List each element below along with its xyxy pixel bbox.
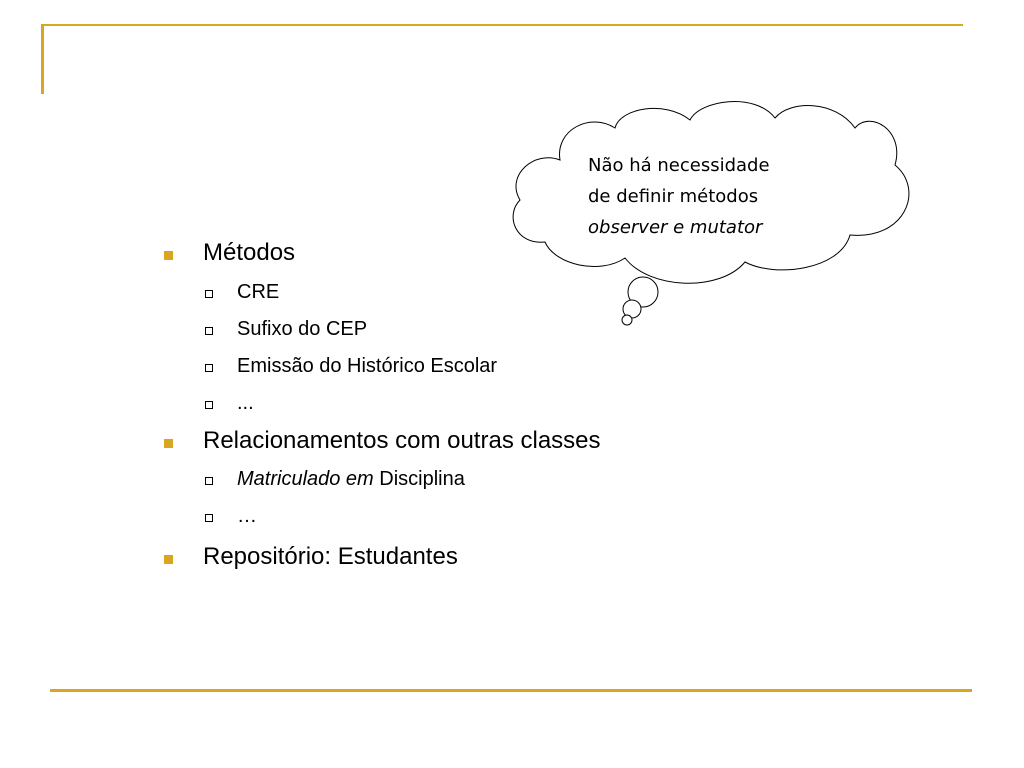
square-bullet-icon: [164, 251, 173, 260]
sub-bullet-ellipsis-2: …: [237, 505, 257, 527]
callout-line-2: de definir métodos: [588, 186, 759, 207]
relation-target: Disciplina: [373, 468, 465, 490]
bullet-metodos: Métodos: [203, 239, 296, 266]
callout-text: [588, 150, 848, 243]
thought-bubble-small: [622, 315, 632, 325]
hollow-square-bullet-icon: [205, 401, 213, 409]
hollow-square-bullet-icon: [205, 514, 213, 522]
hollow-square-bullet-icon: [205, 364, 213, 372]
italic-relation-name: Matriculado em: [237, 468, 374, 490]
bullet-repositorio: Repositório: Estudantes: [203, 543, 458, 570]
callout-line-3: [588, 212, 848, 243]
callout-line-3-italic: observer e mutator: [588, 217, 763, 238]
sub-bullet-ellipsis: ...: [237, 392, 254, 414]
sub-bullet-matriculado: [237, 468, 465, 491]
square-bullet-icon: [164, 555, 173, 564]
sub-bullet-emissao-historico: Emissão do Histórico Escolar: [237, 355, 498, 377]
square-bullet-icon: [164, 439, 173, 448]
sub-bullet-sufixo-cep: Sufixo do CEP: [237, 318, 368, 340]
hollow-square-bullet-icon: [205, 290, 213, 298]
sub-bullet-cre: CRE: [237, 281, 280, 303]
hollow-square-bullet-icon: [205, 327, 213, 335]
callout-line-1: Não há necessidade: [588, 155, 770, 176]
bullet-relacionamentos: Relacionamentos com outras classes: [203, 427, 601, 454]
hollow-square-bullet-icon: [205, 477, 213, 485]
